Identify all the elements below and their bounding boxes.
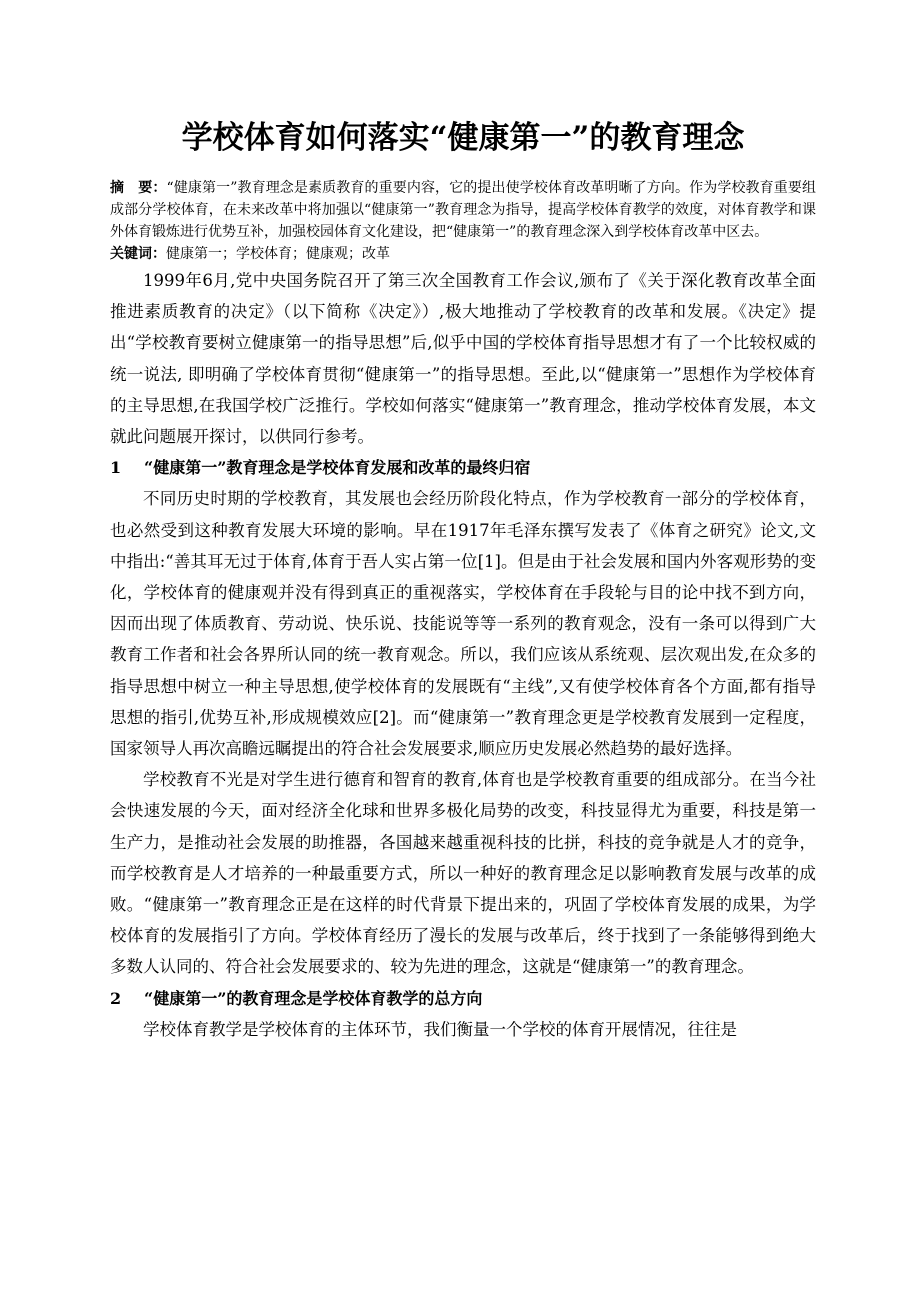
section-1-paragraph-1: 不同历史时期的学校教育，其发展也会经历阶段化特点，作为学校教育一部分的学校体育，也必然受到这种教育发展大环境的影响。早在1917年毛泽东撰写发表了《体育之研究》论文,文中指出:“善其耳无过于体育,体育于吾人实占第一位[1]。但是由于社会发展和国内外客观形势的变化，学校体育的健康观并没有得到真正的重视落实，学校体育在手段轮与目的论中找不到方向，因而出现了体质教育、劳动说、快乐说、技能说等等一系列的教育观念，没有一条可以得到广大教育工作者和社会各界所认同的统一教育观念。所以，我们应该从系统观、层次观出发,在众多的指导思想中树立一种主导思想,使学校体育的发展既有“主线”,又有使学校体育各个方面,都有指导思想的指引,优势互补,形成规模效应[2]。而“健康第一”教育理念更是学校教育发展到一定程度，国家领导人再次高瞻远瞩提出的符合社会发展要求,顺应历史发展必然趋势的最好选择。 [110, 489, 816, 759]
intro-paragraph: 1999年6月,党中央国务院召开了第三次全国教育工作会议,颁布了《关于深化教育改革全面推进素质教育的决定》（以下简称《决定》）,极大地推动了学校教育的改革和发展。《决定》提出“学校教育要树立健康第一的指导思想”后,似乎中国的学校体育指导思想才有了一个比较权威的统一说法, 即明确了学校体育贯彻“健康第一”的指导思想。至此,以“健康第一”思想作为学校体育的主导思想,在我国学校广泛推行。学校如何落实“健康第一”教育理念，推动学校体育发展，本文就此问题展开探讨，以供同行参考。 [110, 271, 816, 447]
section-1-heading [110, 452, 816, 483]
section-2-paragraph-1: 学校体育教学是学校体育的主体环节，我们衡量一个学校的体育开展情况，往往是 [143, 1019, 737, 1039]
section-1-number: 1 [110, 458, 122, 478]
abstract-label: 摘 要： [110, 180, 167, 196]
section-2-number: 2 [110, 988, 122, 1008]
keywords-text: 健康第一；学校体育；健康观；改革 [166, 246, 390, 262]
abstract-text: “健康第一”教育理念是素质教育的重要内容，它的提出使学校体育改革明晰了方向。作为学校教育重要组成部分学校体育，在未来改革中将加强以“健康第一”教育理念为指导，提高学校体育教学的效度，对体育教学和课外体育锻炼进行优势互补，加强校园体育文化建设，把“健康第一”的教育理念深入到学校体育改革中区去。 [110, 180, 817, 240]
document-title: 学校体育如何落实“健康第一”的教育理念 [181, 120, 745, 156]
abstract [110, 177, 816, 243]
keywords-label: 关键词： [110, 246, 166, 262]
section-1-title: “健康第一”教育理念是学校体育发展和改革的最终归宿 [144, 458, 531, 478]
keywords [110, 243, 816, 265]
document-page [110, 0, 816, 1045]
section-2-title: “健康第一”的教育理念是学校体育教学的总方向 [144, 988, 483, 1008]
section-2-heading [110, 983, 816, 1014]
section-1-paragraph-2: 学校教育不光是对学生进行德育和智育的教育,体育也是学校教育重要的组成部分。在当今社会快速发展的今天，面对经济全化球和世界多极化局势的改变，科技显得尤为重要，科技是第一生产力，是推动社会发展的助推器，各国越来越重视科技的比拼，科技的竞争就是人才的竞争，而学校教育是人才培养的一种最重要方式，所以一种好的教育理念足以影响教育发展与改革的成败。“健康第一”教育理念正是在这样的时代背景下提出来的，巩固了学校体育发展的成果，为学校体育的发展指引了方向。学校体育经历了漫长的发展与改革后，终于找到了一条能够得到绝大多数人认同的、符合社会发展要求的、较为先进的理念，这就是“健康第一”的教育理念。 [110, 770, 816, 977]
